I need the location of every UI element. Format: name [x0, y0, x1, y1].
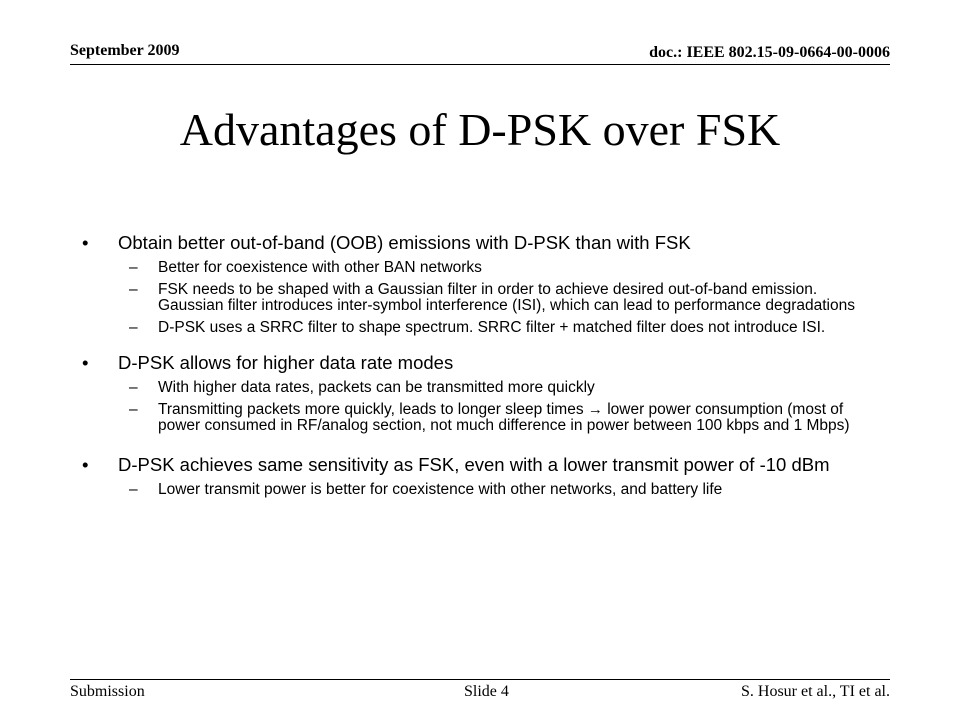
bullet-marker: •: [82, 232, 89, 253]
bullet-item: [82, 232, 882, 254]
sub-bullet-marker: –: [129, 401, 138, 418]
header-divider: [70, 64, 890, 65]
sub-bullet-marker: –: [129, 319, 138, 336]
sub-bullet-text: Better for coexistence with other BAN networks: [158, 259, 482, 276]
bullet-item: [82, 352, 882, 374]
sub-bullet-marker: –: [129, 379, 138, 396]
sub-bullet-marker: –: [129, 259, 138, 276]
sub-bullet-text: With higher data rates, packets can be transmitted more quickly: [158, 379, 595, 396]
sub-bullet-item: [82, 482, 882, 498]
sub-bullet-text: D-PSK uses a SRRC filter to shape spectrum. SRRC filter + matched filter does not introduce ISI.: [158, 319, 826, 336]
sub-bullet-item: [82, 402, 882, 434]
sub-bullet-item: [82, 260, 882, 276]
bullet-item: [82, 454, 882, 476]
sub-bullet-item: [82, 282, 882, 314]
footer-submission: Submission: [70, 683, 145, 700]
footer-authors: S. Hosur et al., TI et al.: [740, 683, 890, 700]
sub-bullet-text: FSK needs to be shaped with a Gaussian filter in order to achieve desired out-of-band emission. Gaussian filter introduces inter-symbol interference (ISI), which can lead to performance degradations: [158, 281, 855, 314]
bullet-marker: •: [82, 454, 89, 475]
bullet-text: D-PSK allows for higher data rate modes: [118, 352, 454, 373]
header-date: September 2009: [70, 42, 180, 59]
bullet-text: Obtain better out-of-band (OOB) emissions with D-PSK than with FSK: [118, 232, 691, 253]
bullet-list: [82, 232, 882, 498]
sub-bullet-text: Lower transmit power is better for coexistence with other networks, and battery life: [158, 481, 723, 498]
bullet-marker: •: [82, 352, 89, 373]
footer-slide-number: Slide 4: [464, 683, 509, 700]
footer-divider: [70, 679, 890, 680]
sub-bullet-item: [82, 320, 882, 336]
sub-bullet-text-after-arrow: lower power consumption (most of power consumed in RF/analog section, not much difference in power between 100 kbps and 1 Mbps): [158, 401, 850, 434]
sub-bullet-marker: –: [129, 481, 138, 498]
header-doc-id: doc.: IEEE 802.15-09-0664-00-0006: [649, 44, 890, 61]
spacer: [82, 336, 882, 352]
bullet-text: D-PSK achieves same sensitivity as FSK, even with a lower transmit power of -10 dBm: [118, 454, 830, 475]
slide-title: Advantages of D-PSK over FSK: [179, 104, 781, 155]
spacer: [82, 434, 882, 454]
right-arrow-icon: →: [587, 401, 603, 418]
sub-bullet-text-before-arrow: Transmitting packets more quickly, leads to longer sleep times: [158, 401, 588, 418]
sub-bullet-item: [82, 380, 882, 396]
sub-bullet-marker: –: [129, 281, 138, 298]
